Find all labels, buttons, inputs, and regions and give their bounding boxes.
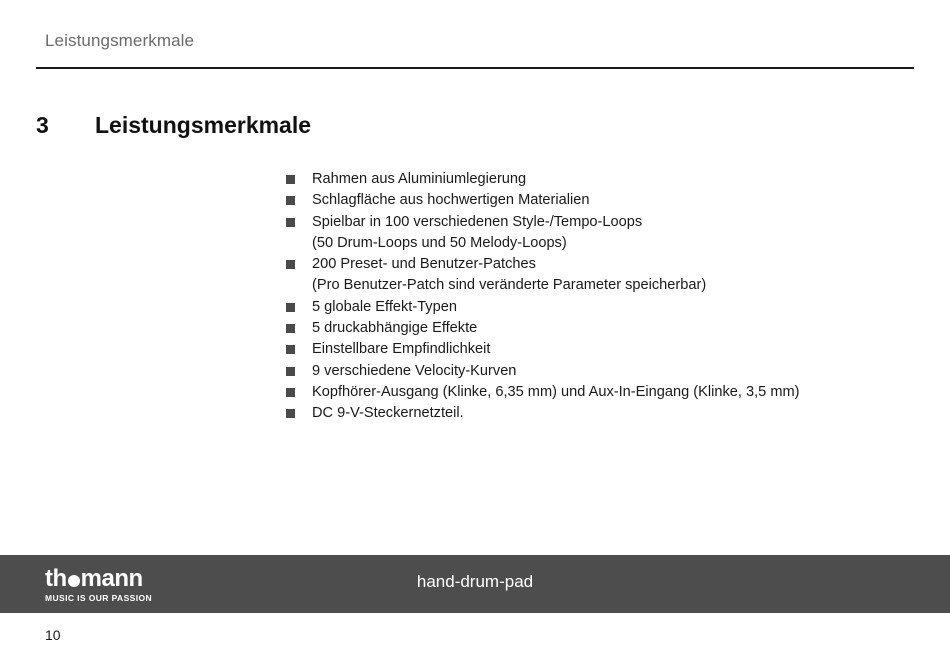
header-divider (36, 67, 914, 69)
square-bullet-icon (286, 303, 295, 312)
list-item (286, 254, 800, 297)
product-name: hand-drum-pad (416, 572, 534, 591)
square-bullet-icon (286, 324, 295, 333)
page-number: 10 (45, 627, 61, 643)
section-number: 3 (36, 112, 49, 138)
list-item (286, 361, 800, 382)
logo-tagline: MUSIC IS OUR PASSION (45, 593, 153, 603)
feature-text: 9 verschiedene Velocity-Kurven (312, 362, 517, 379)
feature-text: 5 globale Effekt-Typen (312, 298, 457, 315)
feature-list (286, 169, 800, 425)
square-bullet-icon (286, 218, 295, 227)
square-bullet-icon (286, 260, 295, 269)
list-item (286, 212, 800, 255)
feature-text: Schlagfläche aus hochwertigen Materialien (312, 192, 590, 209)
list-item (286, 382, 800, 403)
logo-text-right: mann (80, 565, 143, 592)
logo-text-left: th (45, 565, 67, 592)
feature-text: Rahmen aus Aluminiumlegierung (312, 171, 527, 187)
square-bullet-icon (286, 345, 295, 354)
feature-text: Spielbar in 100 verschiedenen Style-/Tempo-Loops (312, 213, 643, 230)
list-item (286, 169, 800, 190)
square-bullet-icon (286, 175, 295, 184)
list-item (286, 339, 800, 360)
feature-text: 200 Preset- und Benutzer-Patches (312, 256, 536, 273)
section-title: Leistungsmerkmale (95, 112, 312, 138)
feature-text: DC 9-V-Steckernetzteil. (312, 405, 464, 422)
list-item (286, 318, 800, 339)
square-bullet-icon (286, 196, 295, 205)
square-bullet-icon (286, 409, 295, 418)
list-item (286, 297, 800, 318)
section-heading (36, 112, 311, 139)
running-header: Leistungsmerkmale (45, 31, 195, 50)
feature-subtext: (Pro Benutzer-Patch sind veränderte Parameter speicherbar) (312, 277, 707, 294)
list-item (286, 403, 800, 424)
feature-text: 5 druckabhängige Effekte (312, 320, 478, 337)
square-bullet-icon (286, 367, 295, 376)
feature-text: Einstellbare Empfindlichkeit (312, 341, 491, 358)
feature-subtext: (50 Drum-Loops und 50 Melody-Loops) (312, 234, 567, 251)
feature-text: Kopfhörer-Ausgang (Klinke, 6,35 mm) und Aux-In-Eingang (Klinke, 3,5 mm) (312, 383, 800, 400)
footer-bar (0, 555, 950, 613)
square-bullet-icon (286, 388, 295, 397)
list-item (286, 190, 800, 211)
